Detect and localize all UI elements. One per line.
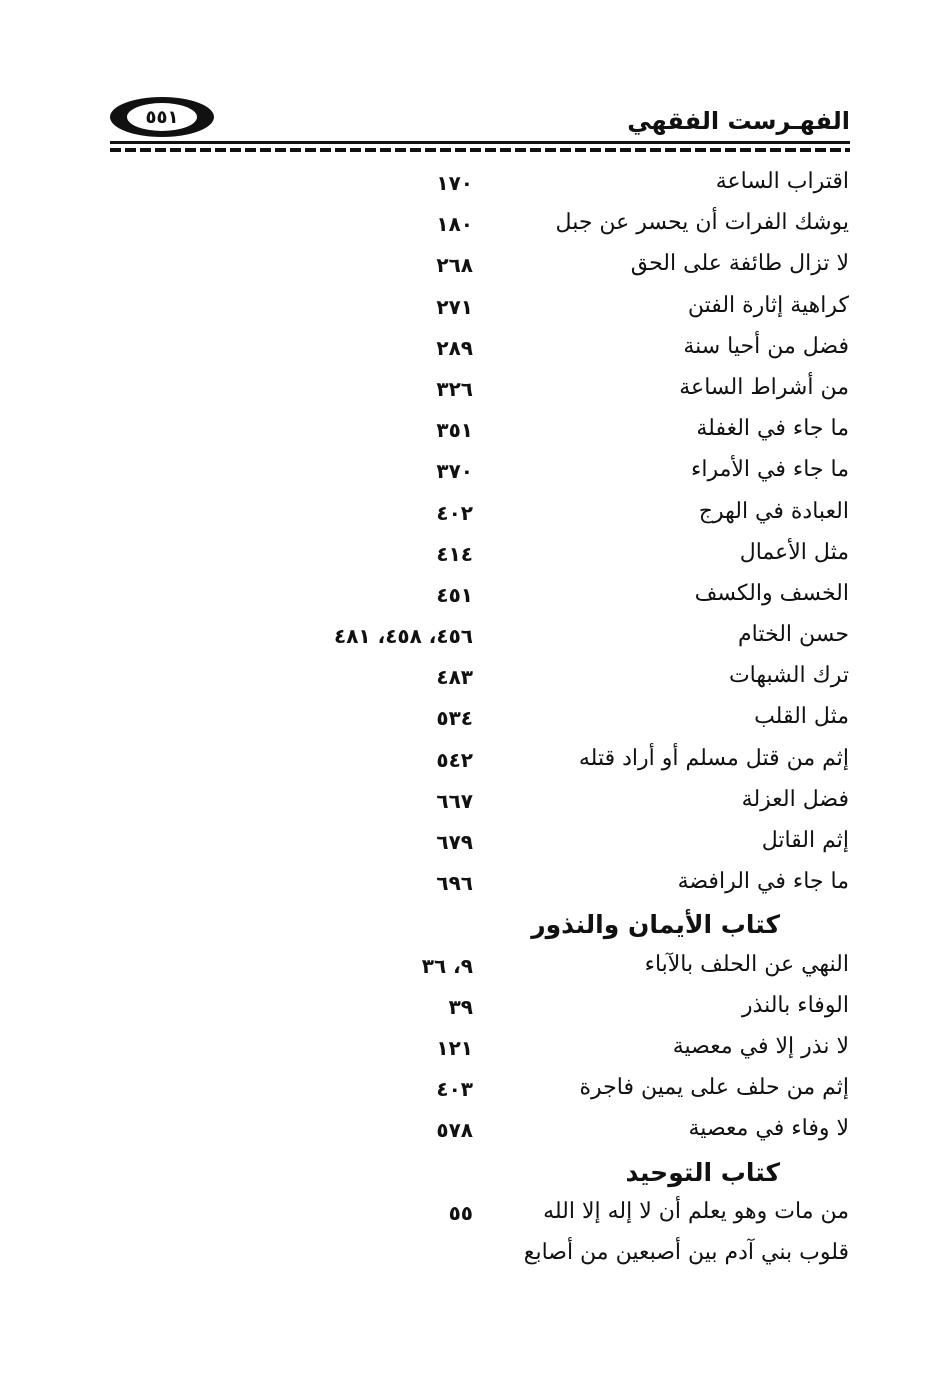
index-entry (0, 1071, 945, 1112)
entry-pages: ١٢١ (436, 1035, 473, 1060)
entry-pages: ٤٠٣ (436, 1077, 473, 1102)
entry-topic: لا نذر إلا في معصية (672, 1033, 849, 1059)
entry-pages: ٥٤٢ (436, 747, 473, 772)
index-entry (0, 1112, 945, 1153)
entry-topic: يوشك الفرات أن يحسر عن جبل (555, 210, 849, 236)
entry-topic: ما جاء في الأمراء (690, 457, 849, 483)
entry-topic: لا وفاء في معصية (688, 1116, 849, 1142)
entry-pages: ٣٩ (448, 994, 473, 1019)
index-entry (0, 989, 945, 1030)
entry-pages: ٤١٤ (436, 541, 473, 566)
entry-topic: من مات وهو يعلم أن لا إله إلا الله (543, 1198, 849, 1224)
entry-pages: ٤٨٣ (436, 665, 473, 690)
entry-topic: اقتراب الساعة (715, 169, 849, 194)
entry-pages: ٩، ٣٦ (421, 953, 473, 978)
index-entry (0, 783, 945, 824)
section-heading (0, 906, 945, 947)
index-entry (0, 618, 945, 659)
index-entry (0, 371, 945, 412)
index-entry (0, 1030, 945, 1071)
entry-pages: ٤٥٦، ٤٥٨، ٤٨١ (334, 624, 473, 649)
index-entry (0, 659, 945, 700)
index-entry (0, 165, 945, 206)
index-entries (0, 165, 945, 1277)
entry-pages: ٣٥١ (436, 418, 473, 443)
entry-pages: ١٧٠ (436, 171, 473, 195)
entry-pages: ٢٧١ (436, 294, 473, 319)
entry-topic: مثل الأعمال (739, 539, 849, 565)
section-title: كتاب الأيمان والنذور (531, 910, 780, 940)
index-entry (0, 247, 945, 288)
entry-pages: ٢٨٩ (436, 335, 473, 360)
entry-topic: من أشراط الساعة (679, 374, 849, 400)
page-number-badge (110, 97, 214, 137)
entry-topic: ما جاء في الغفلة (696, 416, 849, 442)
entry-topic: كراهية إثارة الفتن (687, 292, 849, 318)
header-dashed-rule (110, 148, 850, 152)
entry-pages: ٤٠٢ (436, 500, 473, 525)
entry-topic: إثم من قتل مسلم أو أراد قتله (578, 745, 849, 771)
index-entry (0, 824, 945, 865)
entry-topic: ترك الشبهات (728, 663, 849, 689)
entry-pages: ٦٩٦ (436, 871, 473, 896)
index-entry (0, 412, 945, 453)
entry-topic: النهي عن الحلف بالآباء (644, 951, 849, 977)
header-rule (110, 141, 850, 144)
entry-topic: حسن الختام (738, 622, 849, 648)
entry-pages: ١٨٠ (436, 212, 473, 237)
index-entry (0, 330, 945, 371)
entry-pages: ٥٥ (448, 1200, 473, 1225)
section-title: كتاب التوحيد (625, 1157, 780, 1187)
index-entry (0, 865, 945, 906)
index-entry (0, 1195, 945, 1236)
index-entry (0, 1236, 945, 1277)
index-entry (0, 536, 945, 577)
entry-topic: ما جاء في الرافضة (677, 869, 849, 895)
entry-pages: ٥٧٨ (436, 1118, 473, 1143)
header-title: الفهـرست الفقهي (627, 107, 850, 135)
page-header (110, 95, 850, 155)
index-entry (0, 577, 945, 618)
entry-pages: ٦٦٧ (436, 788, 473, 813)
entry-topic: العبادة في الهرج (698, 498, 849, 524)
entry-pages: ٤٥١ (436, 582, 473, 607)
index-entry (0, 453, 945, 494)
entry-topic: إثم القاتل (761, 828, 849, 853)
entry-topic: فضل من أحيا سنة (683, 333, 849, 359)
entry-pages: ٢٦٨ (436, 253, 473, 278)
index-entry (0, 495, 945, 536)
entry-topic: لا تزال طائفة على الحق (630, 251, 849, 277)
entry-pages: ٣٧٠ (436, 459, 473, 484)
entry-topic: الخسف والكسف (694, 580, 849, 606)
index-entry (0, 742, 945, 783)
index-entry (0, 948, 945, 989)
index-entry (0, 289, 945, 330)
entry-topic: مثل القلب (754, 704, 849, 730)
entry-pages: ٥٣٤ (436, 706, 473, 731)
section-heading (0, 1154, 945, 1195)
page-number: ٥٥١ (127, 103, 197, 131)
entry-topic: الوفاء بالنذر (741, 992, 849, 1018)
entry-topic: قلوب بني آدم بين أصبعين من أصابع (523, 1239, 849, 1265)
entry-topic: إثم من حلف على يمين فاجرة (579, 1075, 849, 1101)
index-entry (0, 700, 945, 741)
entry-topic: فضل العزلة (741, 786, 849, 812)
entry-pages: ٦٧٩ (436, 830, 473, 854)
entry-pages: ٣٢٦ (436, 376, 473, 401)
index-entry (0, 206, 945, 247)
